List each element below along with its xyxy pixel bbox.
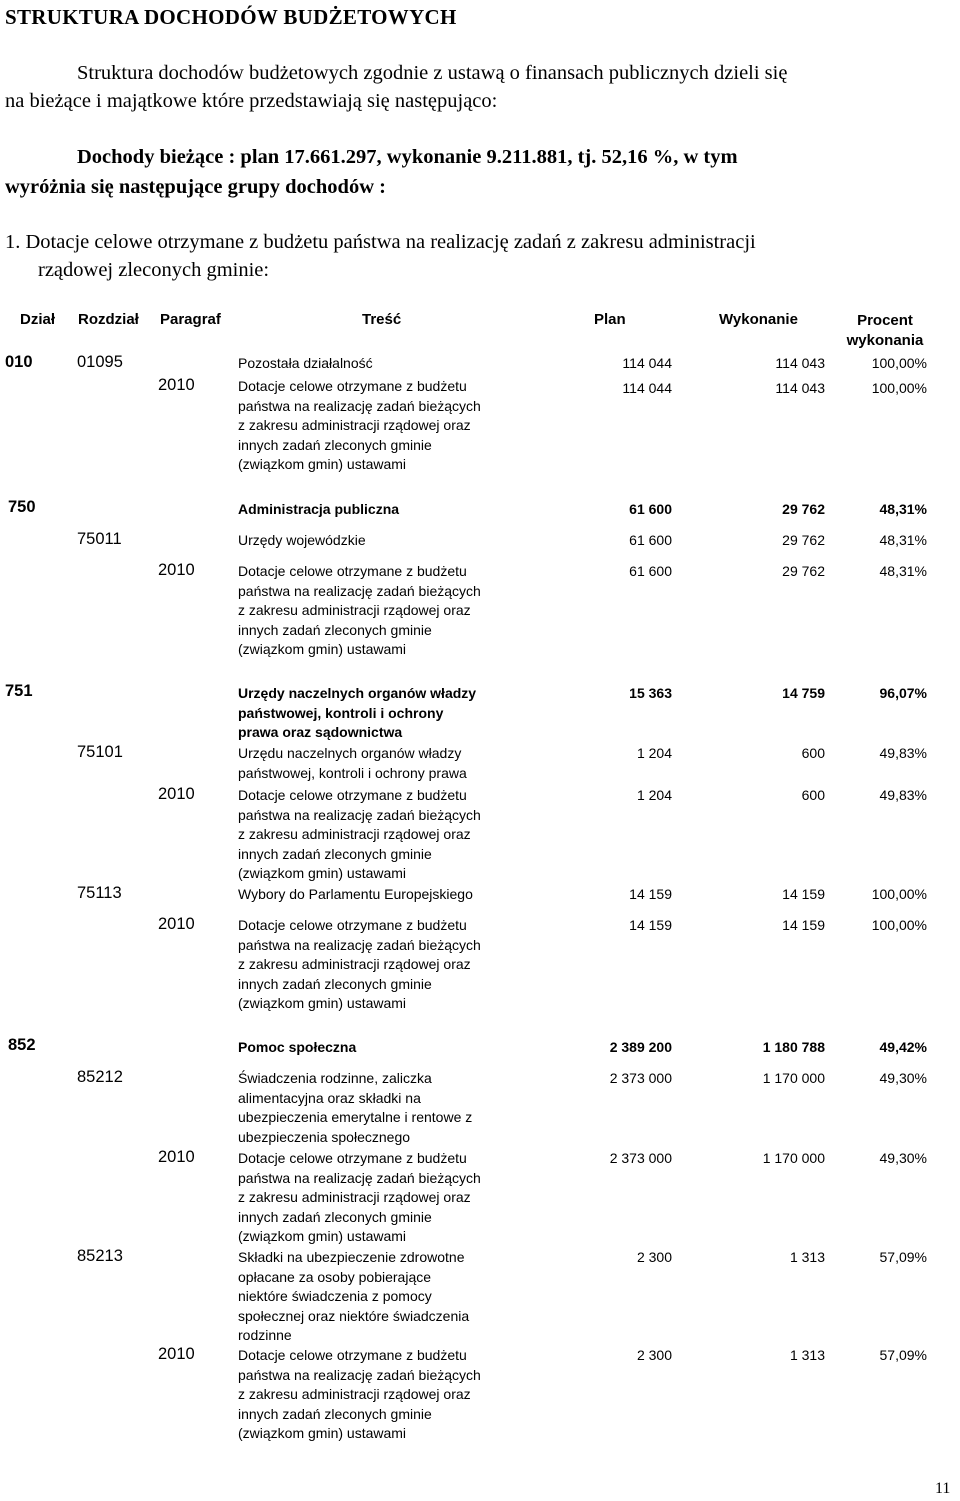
summary-word-biezace: bieżące (159, 146, 224, 168)
cell-plan: 1 204 (636, 787, 672, 803)
cell-plan: 61 600 (629, 501, 672, 517)
cell-tresc: Dotacje celowe otrzymane z budżetu państwa na realizację zadań bieżących z zakresu administracji rządowej oraz innych zadań zleconych gminie (związkom gmin) ustawami (238, 1347, 481, 1441)
cell-paragraf: 2010 (158, 915, 195, 933)
cell-procent: 49,83% (879, 787, 927, 803)
cell-plan: 14 159 (629, 886, 672, 902)
cell-procent: 48,31% (879, 563, 927, 579)
header-wykonanie: Wykonanie (719, 311, 798, 328)
cell-plan: 14 159 (629, 917, 672, 933)
header-plan: Plan (594, 311, 626, 328)
cell-procent: 57,09% (879, 1249, 927, 1265)
cell-tresc: Urzędy wojewódzkie (238, 532, 366, 548)
cell-wykonanie: 1 170 000 (762, 1150, 825, 1166)
section-1-line-2: rządowej zleconych gminie: (38, 259, 270, 281)
cell-rozdzial: 75113 (77, 884, 122, 902)
cell-procent: 100,00% (871, 886, 927, 902)
cell-wykonanie: 14 159 (782, 917, 825, 933)
cell-tresc: Dotacje celowe otrzymane z budżetu państwa na realizację zadań bieżących z zakresu administracji rządowej oraz innych zadań zleconych gminie (związkom gmin) ustawami (238, 917, 481, 1011)
cell-tresc: Dotacje celowe otrzymane z budżetu państwa na realizację zadań bieżących z zakresu administracji rządowej oraz innych zadań zleconych gminie (związkom gmin) ustawami (238, 563, 481, 657)
cell-dzial: 751 (5, 682, 33, 700)
cell-dzial: 852 (8, 1036, 36, 1054)
cell-paragraf: 2010 (158, 1148, 195, 1166)
cell-tresc: Dotacje celowe otrzymane z budżetu państwa na realizację zadań bieżących z zakresu administracji rządowej oraz innych zadań zleconych gminie (związkom gmin) ustawami (238, 378, 481, 472)
header-procent: Procent wykonania (846, 312, 924, 349)
cell-plan: 2 389 200 (609, 1039, 672, 1055)
header-dzial: Dział (20, 311, 56, 328)
cell-plan: 2 300 (636, 1249, 672, 1265)
summary-line-1 (77, 143, 738, 171)
cell-tresc: Pozostała działalność (238, 355, 373, 371)
intro-line-2: na bieżące i majątkowe które przedstawiają się następująco: (5, 90, 498, 112)
page-number: 11 (935, 1480, 951, 1497)
cell-plan: 2 300 (636, 1347, 672, 1363)
cell-rozdzial: 75011 (77, 530, 122, 548)
cell-tresc: Składki na ubezpieczenie zdrowotne opłacane za osoby pobierające niektóre świadczenia z pomocy społecznej oraz niektóre świadczenia rodzinne (238, 1249, 470, 1343)
cell-procent: 100,00% (871, 917, 927, 933)
cell-procent: 48,31% (879, 532, 927, 548)
section-1-line-1: 1. Dotacje celowe otrzymane z budżetu państwa na realizację zadań z zakresu administracji (5, 231, 756, 253)
cell-procent: 100,00% (871, 355, 927, 371)
header-rozdzial: Rozdział (78, 311, 139, 328)
cell-tresc: Dotacje celowe otrzymane z budżetu państwa na realizację zadań bieżących z zakresu administracji rządowej oraz innych zadań zleconych gminie (związkom gmin) ustawami (238, 787, 481, 881)
cell-procent: 49,30% (879, 1150, 927, 1166)
cell-paragraf: 2010 (158, 376, 195, 394)
cell-tresc: Urzędu naczelnych organów władzy państwowej, kontroli i ochrony prawa (238, 745, 467, 781)
intro-line-1: Struktura dochodów budżetowych zgodnie z ustawą o finansach publicznych dzieli się (77, 62, 788, 84)
cell-plan: 15 363 (629, 685, 672, 701)
cell-plan: 114 044 (622, 380, 672, 396)
cell-wykonanie: 1 313 (789, 1347, 825, 1363)
cell-wykonanie: 29 762 (782, 563, 825, 579)
cell-plan: 61 600 (629, 532, 672, 548)
cell-wykonanie: 1 170 000 (762, 1070, 825, 1086)
cell-plan: 61 600 (629, 563, 672, 579)
cell-wykonanie: 114 043 (775, 380, 825, 396)
cell-plan: 1 204 (636, 745, 672, 761)
cell-tresc: Urzędy naczelnych organów władzy państwowej, kontroli i ochrony prawa oraz sądownictwa (238, 685, 477, 740)
cell-procent: 49,83% (879, 745, 927, 761)
cell-procent: 57,09% (879, 1347, 927, 1363)
cell-wykonanie: 114 043 (775, 355, 825, 371)
cell-plan: 2 373 000 (609, 1150, 672, 1166)
cell-wykonanie: 29 762 (782, 501, 825, 517)
cell-paragraf: 2010 (158, 561, 195, 579)
cell-wykonanie: 600 (801, 745, 825, 761)
cell-procent: 49,30% (879, 1070, 927, 1086)
cell-wykonanie: 14 159 (782, 886, 825, 902)
cell-dzial: 010 (5, 353, 33, 371)
cell-wykonanie: 14 759 (782, 685, 825, 701)
cell-tresc: Dotacje celowe otrzymane z budżetu państwa na realizację zadań bieżących z zakresu administracji rządowej oraz innych zadań zleconych gminie (związkom gmin) ustawami (238, 1150, 481, 1244)
cell-tresc: Pomoc społeczna (238, 1039, 357, 1055)
cell-plan: 2 373 000 (609, 1070, 672, 1086)
cell-rozdzial: 85213 (77, 1247, 123, 1265)
header-paragraf: Paragraf (160, 311, 221, 328)
cell-tresc: Świadczenia rodzinne, zaliczka alimentacyjna oraz składki na ubezpieczenia emerytalne i rentowe z ubezpieczenia społecznego (238, 1070, 473, 1145)
cell-wykonanie: 1 180 788 (762, 1039, 825, 1055)
cell-paragraf: 2010 (158, 785, 195, 803)
summary-line-2: wyróżnia się następujące grupy dochodów : (5, 176, 386, 198)
cell-paragraf: 2010 (158, 1345, 195, 1363)
header-tresc: Treść (362, 311, 402, 328)
cell-rozdzial: 85212 (77, 1068, 123, 1086)
cell-procent: 96,07% (879, 685, 927, 701)
cell-rozdzial: 01095 (77, 353, 123, 371)
cell-plan: 114 044 (622, 355, 672, 371)
cell-dzial: 750 (8, 498, 36, 516)
cell-procent: 48,31% (879, 501, 927, 517)
cell-rozdzial: 75101 (77, 743, 123, 761)
cell-wykonanie: 1 313 (789, 1249, 825, 1265)
cell-wykonanie: 600 (801, 787, 825, 803)
cell-wykonanie: 29 762 (782, 532, 825, 548)
summary-word-dochody: Dochody (77, 146, 155, 168)
cell-procent: 49,42% (879, 1039, 927, 1055)
page-title: STRUKTURA DOCHODÓW BUDŻETOWYCH (5, 5, 457, 29)
cell-tresc: Administracja publiczna (238, 501, 400, 517)
cell-tresc: Wybory do Parlamentu Europejskiego (238, 886, 473, 902)
cell-procent: 100,00% (871, 380, 927, 396)
summary-figures: : plan 17.661.297, wykonanie 9.211.881, tj. 52,16 %, w tym (228, 146, 738, 168)
